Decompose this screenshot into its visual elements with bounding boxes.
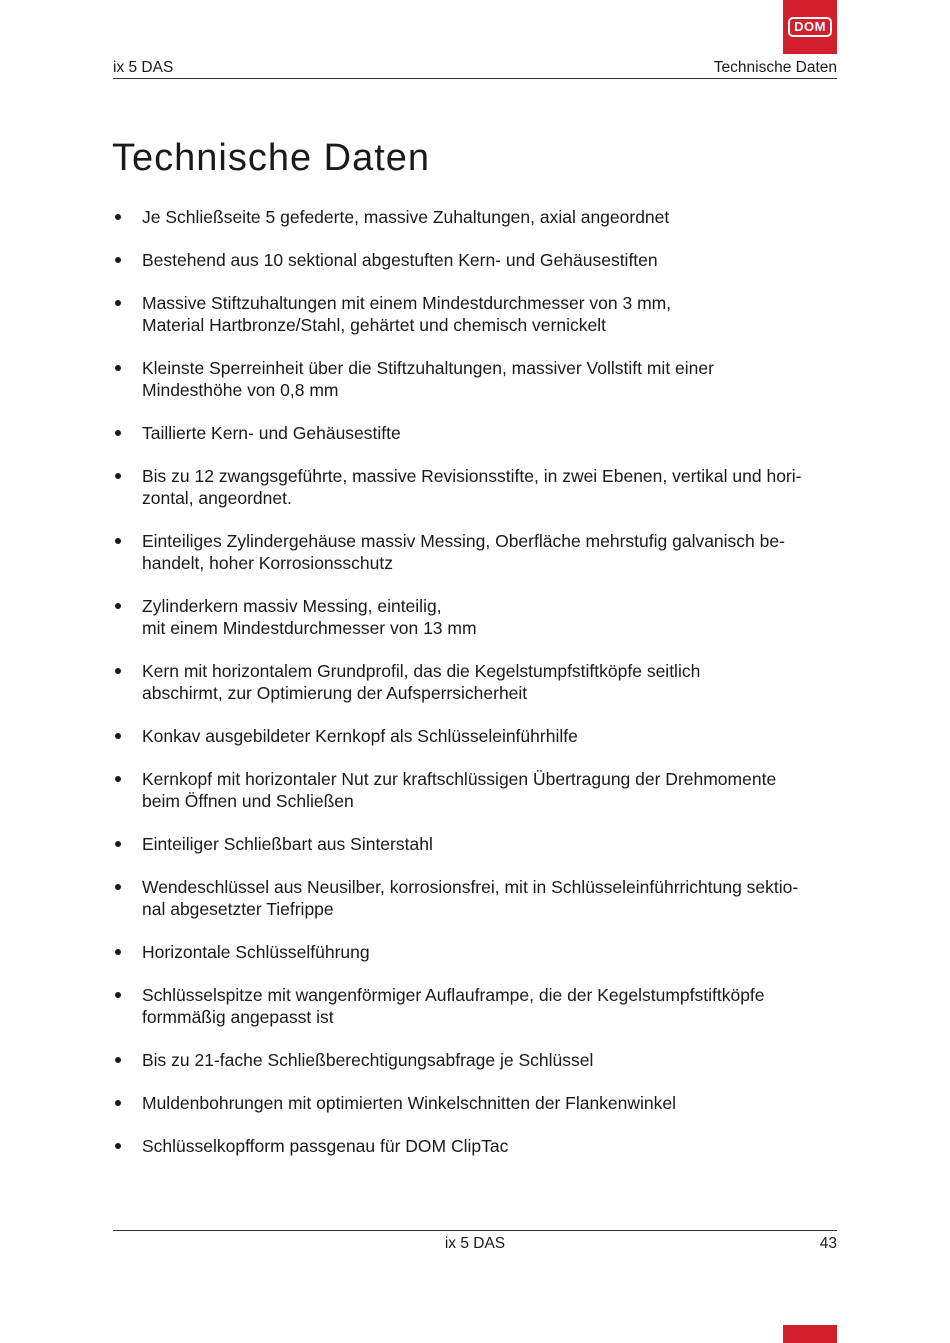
- bullet-text-line: Bis zu 21-fache Schließberechtigungsabfrage je Schlüssel: [142, 1050, 594, 1070]
- bullet-text-line: Horizontale Schlüsselführung: [142, 942, 370, 962]
- bullet-text-line: Material Hartbronze/Stahl, gehärtet und chemisch vernickelt: [142, 314, 606, 335]
- bullet-text-line: handelt, hoher Korrosionsschutz: [142, 552, 393, 573]
- bullet-text-line: Einteiliges Zylindergehäuse massiv Messing, Oberfläche mehrstufig galvanisch be-: [142, 531, 785, 551]
- bullet-text-line: beim Öffnen und Schließen: [142, 790, 354, 811]
- bullet-dot-icon: [115, 300, 121, 306]
- bullet-item: [113, 1093, 676, 1115]
- bullet-dot-icon: [115, 214, 121, 220]
- bullet-dot-icon: [115, 473, 121, 479]
- page-title: Technische Daten: [112, 137, 431, 179]
- bullet-text-line: Taillierte Kern- und Gehäusestifte: [142, 423, 401, 443]
- bullet-item: [113, 834, 433, 856]
- bullet-dot-icon: [115, 257, 121, 263]
- bullet-item: [113, 293, 671, 336]
- bullet-item: [113, 250, 658, 272]
- bullet-text-line: mit einem Mindestdurchmesser von 13 mm: [142, 617, 477, 638]
- bullet-text-line: Bis zu 12 zwangsgeführte, massive Revisionsstifte, in zwei Ebenen, vertikal und hori-: [142, 466, 802, 486]
- bullet-item: [113, 1050, 593, 1072]
- bullet-item: [113, 726, 578, 748]
- bullet-text-line: Einteiliger Schließbart aus Sinterstahl: [142, 834, 433, 854]
- footer-document-name: ix 5 DAS: [444, 1235, 506, 1252]
- bullet-text-line: Konkav ausgebildeter Kernkopf als Schlüsseleinführhilfe: [142, 726, 578, 746]
- bullet-dot-icon: [115, 949, 121, 955]
- bullet-text-line: Zylinderkern massiv Messing, einteilig,: [142, 596, 442, 616]
- bullet-dot-icon: [115, 1057, 121, 1063]
- bullet-item: [113, 877, 798, 920]
- bullet-text-line: Wendeschlüssel aus Neusilber, korrosionsfrei, mit in Schlüsseleinführrichtung sektio-: [142, 877, 799, 897]
- bullet-dot-icon: [115, 992, 121, 998]
- bullet-item: [113, 358, 714, 401]
- bullet-item: [113, 769, 776, 812]
- bullet-text-line: formmäßig angepasst ist: [142, 1006, 334, 1027]
- bullet-text-line: Bestehend aus 10 sektional abgestuften Kern- und Gehäusestiften: [142, 250, 658, 270]
- bullet-item: [113, 985, 765, 1028]
- footer-divider: [113, 1230, 837, 1231]
- header-divider: [113, 78, 837, 79]
- bullet-text-line: abschirmt, zur Optimierung der Aufsperrsicherheit: [142, 682, 528, 703]
- bullet-dot-icon: [115, 430, 121, 436]
- bullet-dot-icon: [115, 538, 121, 544]
- bullet-text-line: Muldenbohrungen mit optimierten Winkelschnitten der Flankenwinkel: [142, 1093, 677, 1113]
- bullet-item: [113, 942, 370, 964]
- bullet-dot-icon: [115, 733, 121, 739]
- dom-logo-text: DOM: [788, 17, 832, 37]
- dom-logo: [783, 0, 837, 54]
- bullet-dot-icon: [115, 668, 121, 674]
- bullet-text-line: Kern mit horizontalem Grundprofil, das die Kegelstumpfstiftköpfe seitlich: [142, 661, 701, 681]
- bullet-text-line: Kernkopf mit horizontaler Nut zur kraftschlüssigen Übertragung der Drehmomente: [142, 769, 777, 789]
- header-document-name: ix 5 DAS: [113, 59, 174, 76]
- bullet-dot-icon: [115, 884, 121, 890]
- bullet-item: [113, 466, 801, 509]
- bullet-text-line: Je Schließseite 5 gefederte, massive Zuhaltungen, axial angeordnet: [142, 207, 670, 227]
- bullet-dot-icon: [115, 1100, 121, 1106]
- bullet-item: [113, 596, 477, 639]
- bullet-dot-icon: [115, 365, 121, 371]
- footer-brand-bar: [783, 1325, 837, 1343]
- bullet-text-line: Kleinste Sperreinheit über die Stiftzuhaltungen, massiver Vollstift mit einer: [142, 358, 714, 378]
- bullet-dot-icon: [115, 603, 121, 609]
- bullet-item: [113, 661, 700, 704]
- bullet-text-line: Mindesthöhe von 0,8 mm: [142, 379, 339, 400]
- bullet-text-line: Schlüsselkopfform passgenau für DOM ClipTac: [142, 1136, 509, 1156]
- bullet-item: [113, 1136, 508, 1158]
- bullet-dot-icon: [115, 776, 121, 782]
- bullet-text-line: zontal, angeordnet.: [142, 487, 292, 508]
- bullet-text-line: Schlüsselspitze mit wangenförmiger Auflauframpe, die der Kegelstumpfstiftköpfe: [142, 985, 765, 1005]
- bullet-text-line: Massive Stiftzuhaltungen mit einem Mindestdurchmesser von 3 mm,: [142, 293, 672, 313]
- bullet-item: [113, 531, 785, 574]
- bullet-item: [113, 207, 669, 229]
- page-number: 43: [819, 1235, 837, 1252]
- bullet-text-line: nal abgesetzter Tiefrippe: [142, 898, 334, 919]
- bullet-item: [113, 423, 401, 445]
- bullet-dot-icon: [115, 841, 121, 847]
- bullet-dot-icon: [115, 1143, 121, 1149]
- header-section-name: Technische Daten: [713, 59, 837, 76]
